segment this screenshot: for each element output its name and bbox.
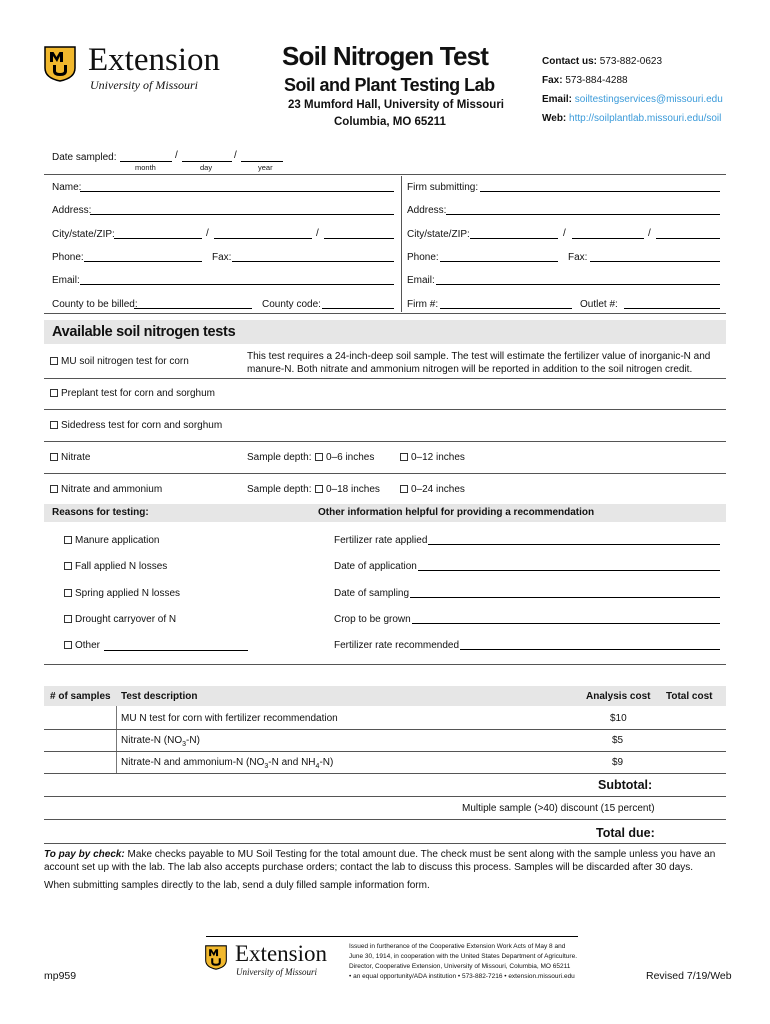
reason-spring[interactable] <box>64 588 180 599</box>
subtotal-label: Subtotal: <box>598 778 653 792</box>
date-slash-1: / <box>175 150 178 161</box>
depth-0-24[interactable] <box>400 484 465 495</box>
test-mu-corn-label: MU soil nitrogen test for corn <box>61 356 189 367</box>
col-samples: # of samples <box>50 691 111 702</box>
divider <box>44 819 726 820</box>
desc-text: Nitrate-N (NO <box>121 735 183 746</box>
info-label: Date of sampling <box>334 588 410 599</box>
depth-0-18-label: 0–18 inches <box>326 484 380 495</box>
subscript: 3 <box>182 741 187 748</box>
reason-label: Fall applied N losses <box>75 561 168 572</box>
divider <box>44 378 726 379</box>
reason-label: Manure application <box>75 535 160 546</box>
subscript: 4 <box>315 763 320 770</box>
reason-fall[interactable] <box>64 561 167 572</box>
depth-0-24-label: 0–24 inches <box>411 484 465 495</box>
state-field[interactable] <box>214 229 312 239</box>
test-nitrate-ammonium[interactable] <box>50 484 162 495</box>
divider <box>44 441 726 442</box>
discount-label: Multiple sample (>40) discount (15 percent) <box>462 803 655 814</box>
subscript: 3 <box>264 763 269 770</box>
month-caption: month <box>135 163 156 172</box>
test-nitrate[interactable] <box>50 452 90 463</box>
price-row-cost: $5 <box>612 735 624 746</box>
payment-lead: To pay by check: <box>44 849 125 860</box>
fertilizer-recommended-field[interactable] <box>460 640 720 650</box>
total-due-label: Total due: <box>596 826 655 840</box>
price-row-desc <box>121 735 200 748</box>
day-field[interactable] <box>182 152 232 162</box>
nitrate-ammonium-depth-label: Sample depth: <box>247 484 312 495</box>
firm-state-field[interactable] <box>572 229 644 239</box>
city-label: City/state/ZIP: <box>52 229 115 240</box>
date-application-field[interactable] <box>418 561 720 571</box>
nitrate-depth-label: Sample depth: <box>247 452 312 463</box>
info-label: Fertilizer rate recommended <box>334 640 460 651</box>
date-sampled-label: Date sampled: <box>52 152 117 163</box>
reason-other-field[interactable] <box>104 641 248 651</box>
city-slash-1: / <box>206 228 209 239</box>
price-row-desc <box>121 757 333 770</box>
address-label: Address: <box>52 205 92 216</box>
firm-fax-field[interactable] <box>590 252 720 262</box>
firm-city-label: City/state/ZIP: <box>407 229 470 240</box>
price-row-cost: $10 <box>610 713 627 724</box>
checkbox-icon[interactable] <box>400 485 408 493</box>
firm-address-label: Address: <box>407 205 447 216</box>
test-preplant[interactable] <box>50 388 215 399</box>
mu-corn-description: This test requires a 24-inch-deep soil sample. The test will estimate the fertilizer value of inorganic-N and manure-N. Both nitrate and ammonium nitrogen will be reported in addition to the soil nitrogen credit. <box>247 351 711 375</box>
county-billed-field[interactable] <box>134 299 252 309</box>
checkbox-icon[interactable] <box>50 389 58 397</box>
firm-email-label: Email: <box>407 275 435 286</box>
legal-line: • an equal opportunity/ADA institution • 573-882-7216 • extension.missouri.edu <box>349 973 575 980</box>
test-nitrate-ammonium-label: Nitrate and ammonium <box>61 484 163 495</box>
firm-label: Firm submitting: <box>407 182 479 193</box>
payment-instructions <box>44 848 726 874</box>
year-field[interactable] <box>241 152 283 162</box>
reason-label: Drought carryover of N <box>75 614 177 625</box>
firm-phone-field[interactable] <box>440 252 558 262</box>
checkbox-icon[interactable] <box>50 357 58 365</box>
outlet-field[interactable] <box>624 299 720 309</box>
checkbox-icon[interactable] <box>64 615 72 623</box>
fertilizer-applied-field[interactable] <box>428 535 720 545</box>
desc-text: -N and NH <box>268 757 316 768</box>
payment-text: Make checks payable to MU Soil Testing for the total amount due. The check must be sent along with the sample unless you have an account set up with the lab. The lab also accepts purchase orders; contact the lab to discuss this process. Samples will be discarded after 30 days. <box>44 849 716 873</box>
footer-brand: Extension <box>235 941 327 966</box>
divider <box>44 473 726 474</box>
crop-field[interactable] <box>412 614 720 624</box>
footer-university: University of Missouri <box>236 967 317 977</box>
checkbox-icon[interactable] <box>50 421 58 429</box>
county-code-label: County code: <box>262 299 321 310</box>
depth-0-18[interactable] <box>315 484 380 495</box>
brand-name: Extension <box>88 42 220 78</box>
year-caption: year <box>258 163 273 172</box>
divider <box>44 409 726 410</box>
fax-value: 573-884-4288 <box>565 75 628 86</box>
legal-line: June 30, 1914, in cooperation with the United States Department of Agriculture. <box>349 953 577 960</box>
contact-label: Contact us: <box>542 56 597 67</box>
mu-shield-icon <box>205 945 227 973</box>
firm-phone-label: Phone: <box>407 252 439 263</box>
email-link[interactable]: soiltestingservices@missouri.edu <box>574 94 723 105</box>
phone-label: Phone: <box>52 252 84 263</box>
checkbox-icon[interactable] <box>50 485 58 493</box>
outlet-label: Outlet #: <box>580 299 618 310</box>
divider <box>44 729 726 730</box>
email-field[interactable] <box>80 275 394 285</box>
checkbox-icon[interactable] <box>64 562 72 570</box>
price-row-cost: $9 <box>612 757 624 768</box>
divider <box>44 313 726 314</box>
submission-note: When submitting samples directly to the lab, send a duly filled sample information form. <box>44 880 430 891</box>
fax-label: Fax: <box>542 75 563 86</box>
info-label: Crop to be grown <box>334 614 411 625</box>
divider <box>44 796 726 797</box>
name-field[interactable] <box>80 182 394 192</box>
mu-shield-icon <box>44 46 76 82</box>
extension-logo <box>44 42 244 96</box>
col-description: Test description <box>121 691 198 702</box>
reason-label: Spring applied N losses <box>75 588 181 599</box>
firm-city-slash-1: / <box>563 228 566 239</box>
depth-0-12-label: 0–12 inches <box>411 452 465 463</box>
desc-text: -N) <box>186 735 200 746</box>
footer-legal <box>349 942 577 982</box>
contact-block <box>542 52 723 128</box>
revision-date: Revised 7/19/Web <box>646 970 732 982</box>
info-label: Fertilizer rate applied <box>334 535 428 546</box>
reasons-heading: Reasons for testing: <box>52 507 149 518</box>
city-field[interactable] <box>114 229 202 239</box>
month-field[interactable] <box>120 152 172 162</box>
checkbox-icon[interactable] <box>64 641 72 649</box>
divider <box>44 664 726 665</box>
desc-text: Nitrate-N and ammonium-N (NO <box>121 757 265 768</box>
address-field[interactable] <box>90 205 394 215</box>
firm-city-slash-2: / <box>648 228 651 239</box>
legal-line: Director, Cooperative Extension, University of Missouri, Columbia, MO 65211 <box>349 963 571 970</box>
firm-number-label: Firm #: <box>407 299 439 310</box>
info-label: Date of application <box>334 561 417 572</box>
test-sidedress-label: Sidedress test for corn and sorghum <box>61 420 223 431</box>
depth-0-6[interactable] <box>315 452 374 463</box>
county-billed-label: County to be billed: <box>52 299 138 310</box>
zip-field[interactable] <box>324 229 394 239</box>
web-label: Web: <box>542 113 567 124</box>
lab-address-1: 23 Mumford Hall, University of Missouri <box>288 99 504 111</box>
reason-label: Other <box>75 640 101 651</box>
firm-zip-field[interactable] <box>656 229 720 239</box>
checkbox-icon[interactable] <box>64 536 72 544</box>
tests-heading: Available soil nitrogen tests <box>52 324 236 340</box>
footer-rule <box>206 936 578 937</box>
divider <box>44 843 726 844</box>
col-analysis-cost: Analysis cost <box>586 691 651 702</box>
reason-other[interactable] <box>64 640 100 651</box>
firm-email-field[interactable] <box>436 275 720 285</box>
email-label-left: Email: <box>52 275 80 286</box>
divider <box>44 751 726 752</box>
date-slash-2: / <box>234 150 237 161</box>
checkbox-icon[interactable] <box>315 453 323 461</box>
fax-label-left: Fax: <box>212 252 232 263</box>
fax-field[interactable] <box>232 252 394 262</box>
divider <box>44 773 726 774</box>
reason-manure[interactable] <box>64 535 160 546</box>
web-link[interactable]: http://soilplantlab.missouri.edu/soil <box>569 113 722 124</box>
depth-0-12[interactable] <box>400 452 465 463</box>
firm-city-field[interactable] <box>470 229 558 239</box>
lab-name: Soil and Plant Testing Lab <box>284 75 495 95</box>
checkbox-icon[interactable] <box>315 485 323 493</box>
publication-code: mp959 <box>44 970 77 982</box>
firm-number-field[interactable] <box>440 299 572 309</box>
county-code-field[interactable] <box>322 299 394 309</box>
email-label: Email: <box>542 94 573 105</box>
name-label: Name: <box>52 182 82 193</box>
phone-field[interactable] <box>84 252 202 262</box>
depth-0-6-label: 0–6 inches <box>326 452 375 463</box>
contact-phone: 573-882-0623 <box>599 56 663 67</box>
desc-text: -N) <box>319 757 334 768</box>
test-nitrate-label: Nitrate <box>61 452 91 463</box>
other-info-heading: Other information helpful for providing a recommendation <box>318 507 595 518</box>
column-divider <box>401 176 402 312</box>
test-sidedress[interactable] <box>50 420 222 431</box>
reason-drought[interactable] <box>64 614 176 625</box>
divider <box>44 174 726 175</box>
firm-fax-label: Fax: <box>568 252 588 263</box>
checkbox-icon[interactable] <box>64 589 72 597</box>
firm-address-field[interactable] <box>446 205 720 215</box>
test-mu-corn[interactable] <box>50 356 189 367</box>
footer-logo <box>205 941 345 981</box>
city-slash-2: / <box>316 228 319 239</box>
checkbox-icon[interactable] <box>50 453 58 461</box>
page-title: Soil Nitrogen Test <box>282 41 489 71</box>
university-name: University of Missouri <box>90 78 198 92</box>
firm-field[interactable] <box>480 182 720 192</box>
checkbox-icon[interactable] <box>400 453 408 461</box>
legal-line: Issued in furtherance of the Cooperative Extension Work Acts of May 8 and <box>349 943 566 950</box>
test-preplant-label: Preplant test for corn and sorghum <box>61 388 215 399</box>
price-row-desc: MU N test for corn with fertilizer recommendation <box>121 713 338 724</box>
col-total-cost: Total cost <box>666 691 713 702</box>
samples-column-divider <box>116 706 117 774</box>
lab-address-2: Columbia, MO 65211 <box>334 116 446 128</box>
day-caption: day <box>200 163 213 172</box>
date-sampling-field[interactable] <box>410 588 720 598</box>
